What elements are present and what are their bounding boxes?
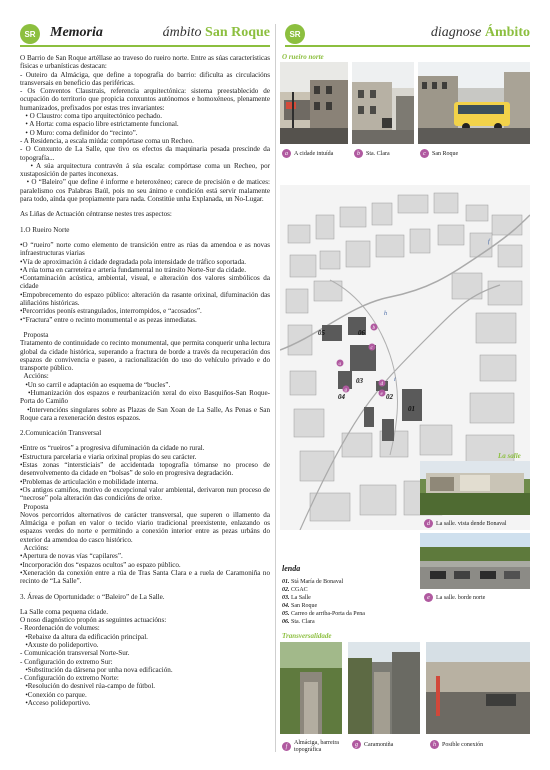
body-paragraph: • A Horta: coma espacio libre estrictamente funcional. [20,120,179,129]
map-marker-d: d [380,382,383,387]
paragraph-spacer [20,219,270,226]
right-subtitle [431,25,530,41]
body-paragraph: O noso diagnóstico propón as seguintes actuacións: [20,616,167,625]
body-paragraph: - Configuración do extremo Sur: [20,657,113,666]
sr-logo: SR [20,24,40,44]
marker-h-icon: h [430,740,439,749]
caption-f-text: Almáciga, barreira topográfica [294,740,339,753]
body-paragraph: - Reordenación de volumes: [20,624,100,633]
body-paragraph: - Os Conventos Claustrais, referencia arquitectónica: sistema preestablecido de ocupación do territorio que propicia conxuntos autónomos e homoxéneos, plenamente humanizados, prefixados por estas tres invariantes: [20,87,272,112]
caption-d-text: La salle. vista dende Bonaval [436,520,507,527]
body-paragraph: •Os antigos camiños, motivo de excepcional valor ambiental, derivaron nun proceso de “necrose” pola alteración das condicións de orixe. [20,485,272,503]
map-marker-i: i [394,377,396,383]
body-paragraph: •Resolución do desnivel rúa-campo de fútbol. [20,682,156,691]
body-paragraph: - O Conxunto de La Salle, que tivo os efectos da maquinaria pesada prescinde da topografía... [20,145,272,162]
body-paragraph: •A rúa torna en carreteira e artería fundamental no tránsito Norte-Sur da cidade. [20,265,247,274]
map-marker-e: e [380,392,383,397]
map-marker-b: b [372,326,375,331]
right-subtitle-name: Ámbito [484,25,530,40]
body-paragraph: La Salle coma pequena cidade. [20,607,109,616]
caption-g-text: Caramoniña [364,741,394,748]
map-label-03: 03 [356,377,363,385]
caption-g [352,740,393,749]
caption-f [282,740,346,754]
paragraph-spacer [20,422,270,429]
map-marker-h: h [384,311,387,317]
marker-a-icon: a [282,149,291,158]
body-paragraph: Proposta [20,502,49,511]
body-paragraph: •Estas zonas “intersticiais” de accidentada topografía tórnanse no proceso de desenvolvemento da cidade en “bolsas” de solo en progresiva degradación. [20,461,272,478]
caption-b-text: Sta. Clara [366,150,390,157]
diagnose-panel [280,50,530,760]
caption-d [424,519,506,528]
body-paragraph: •Empobrecemento do espazo público: alteración da rasante orixinal, difuminación das aliñacións históricas. [20,290,272,308]
caption-a-text: A cidade intuída [294,150,334,157]
legend-item: 06. Sta. Clara [282,619,315,626]
transversalidade-label: Transversalidade [282,632,332,640]
rueiro-norte-label: O rueiro norte [282,53,324,61]
body-paragraph: Tratamento de continuidade co recinto monumental, que permita conquerir unha lectura global da cidade histórica, superando a fractura de borde a través da recuperación dos espazos de convivencia e paseo, a racionalización do uso do vehículo privado e do transporte público. [20,339,272,373]
paragraph-spacer [20,234,270,241]
subtitle-prefix: ámbito [162,25,202,40]
la-salle-label: La salle [498,452,521,460]
marker-d-icon: d [424,519,433,528]
page-subtitle [163,25,270,41]
marker-g-icon: g [352,740,361,749]
map-label-05: 05 [318,329,325,337]
body-paragraph: - A Residencia, a escala miúda: compórtase coma un Recheo. [20,136,194,145]
body-paragraph: •Substitución da dársena por unha nova edificación. [20,665,173,674]
caption-a [282,149,333,158]
right-subtitle-prefix: diagnose [430,25,482,40]
left-header [20,24,270,46]
body-paragraph: • A súa arquitectura contravén á súa escala: compórtase coma un Recheo, por xustaposición de partes inconexas. [20,161,272,179]
marker-f-icon: f [282,742,291,751]
body-paragraph: Accións: [20,544,49,553]
right-header-rule [285,45,530,47]
body-paragraph: •Conexión co parque. [20,690,87,699]
memoria-body [20,54,270,707]
photo-almaciga [280,642,342,734]
photo-la-salle-bonaval [420,461,530,515]
body-paragraph: - Outeiro da Almáciga, que define a topografía do barrio: dificulta as circulacións transversais en beneficio das periféricas. [20,70,272,87]
legend-item: 02. CGAC [282,587,308,594]
caption-h-text: Posible conexión [442,741,484,748]
photo-sta-clara [352,62,414,144]
map-marker-c: c [370,346,373,351]
legend [282,578,365,627]
body-paragraph: •Contaminación acústica, ambiental, visual, e alteración dos valores simbólicos da cidade [20,274,272,291]
body-paragraph: •Xeneración da conexión entre a rúa de Tras Santa Clara e a ruela de Caramoniña no recinto de “La Salle”. [20,568,272,586]
caption-e-text: La salle. borde norte [436,594,486,601]
body-paragraph: O Barrio de San Roque artéllase ao traveso do rueiro norte. Entre as súas características físicas e urbanísticas destacan: [20,54,272,71]
body-paragraph: 2.Comunicación Transversal [20,429,102,438]
body-paragraph: • O Muro: coma definidor do “recinto”. [20,128,138,137]
body-paragraph: •Estructura parcelaria e viaria orixinal propias do seu carácter. [20,452,197,461]
body-paragraph: Accións: [20,372,49,381]
paragraph-spacer [20,437,270,444]
body-paragraph: •Axuste do polideportivo. [20,641,99,649]
body-paragraph: • O Claustro: coma tipo arquitectónico pechado. [20,112,162,121]
photo-la-salle-norte [420,533,530,589]
body-paragraph: •Humanización dos espazos e reurbanización xeral do eixo Basquiños-San Roque-Porta do Camiño [20,388,270,406]
marker-c-icon: c [420,149,429,158]
legend-item: 01. Stá María de Bonaval [282,579,344,585]
map-label-01: 01 [408,405,415,413]
body-paragraph: As Liñas de Actuación céntranse nestes tres aspectos: [20,210,172,219]
body-paragraph: •Vía de aproximación á cidade degradada pola intensidade de tráfico soportada. [20,257,247,266]
paragraph-spacer [20,586,270,593]
body-paragraph: - Comunicación transversal Norte-Sur. [20,649,130,658]
body-paragraph: •Percorridos peonís estrangulados, interrompidos, e “acosados”. [20,307,202,316]
body-paragraph: 3. Áreas de Oportunidade: o “Baleiro” de La Salle. [20,592,165,601]
map-marker-f: f [488,239,490,245]
header-rule [20,45,270,47]
body-paragraph: - Configuración do extremo Norte: [20,674,119,683]
map-label-06: 06 [358,329,365,337]
map-label-04: 04 [338,393,345,401]
body-paragraph: •Acceso polideportivo. [20,699,91,708]
photo-caramonina [348,642,420,734]
column-divider [275,24,276,752]
map-label-02: 02 [386,393,393,401]
body-paragraph: 1.O Rueiro Norte [20,225,70,234]
body-paragraph: •Entre os “rueiros” a progresiva difuminación da cidade no rural. [20,444,205,453]
body-paragraph: •“Fractura” entre o recinto monumental e as pezas inmediatas. [20,315,197,324]
legend-item: 03. La Salle [282,595,311,602]
paragraph-spacer [20,324,270,331]
photo-posible-conexion [426,642,530,734]
subtitle-name: San Roque [205,25,270,40]
body-paragraph: •Incorporación dos “espazos ocultos” ao espazo público. [20,560,181,569]
body-paragraph: •Problemas de articulación e mobilidade interna. [20,477,159,486]
body-paragraph: Novos percorridos alternativos de carácter transversal, que superen o illamento da Almáciga e poñan en valor o tecido viario tradicional preexistente, enlazando os espazos verdes do norte e permitindo a conexión interior entre as pezas urbáns do exterior da amendoa do casco histórico. [20,510,272,544]
photo-cidade-intuida [280,62,348,144]
page-title: Memoria [50,25,103,40]
photo-san-roque [418,62,530,144]
legend-title: lenda [282,564,301,573]
map-marker-a: a [338,362,341,367]
body-paragraph: •Intervencións singulares sobre as Plazas de San Xoan de La Salle, As Penas e San Roque cara a rexeneración destos espazos. [20,405,272,422]
caption-h [430,740,483,749]
paragraph-spacer [20,601,270,608]
body-paragraph: •O “rueiro” norte como elemento de transición entre as rúas da amendoa e as novas infraestructuras viarias [20,240,272,258]
body-paragraph: • O “Baleiro” que define é informe e heteroxéneo; carece de precisión e de matices: paralelismo cos Palabras Baúl, pois no seu ánimo e condición está servir malamente para todo, aínda que propiamente para nada. Constitúe unha Explanada, un No-Lugar. [20,178,272,204]
legend-item: 05. Carreo de arriba-Porta da Pena [282,611,365,618]
paragraph-spacer [20,203,270,210]
sr-logo-right: SR [285,24,305,44]
caption-e [424,593,485,602]
caption-b [354,149,390,158]
caption-c-text: San Roque [432,150,459,157]
map-marker-g: g [344,388,347,393]
legend-item: 04. San Roque [282,603,318,610]
right-header [285,24,530,46]
body-paragraph: •Un so carril e adaptación ao esquema de “bucles”. [20,380,171,389]
caption-c [420,149,458,158]
body-paragraph: •Rebaixe da altura da edificación principal. [20,632,148,641]
body-paragraph: Proposta [20,330,49,339]
marker-e-icon: e [424,593,433,602]
marker-b-icon: b [354,149,363,158]
body-paragraph: •Apertura de novas vías “capilares”. [20,552,123,561]
